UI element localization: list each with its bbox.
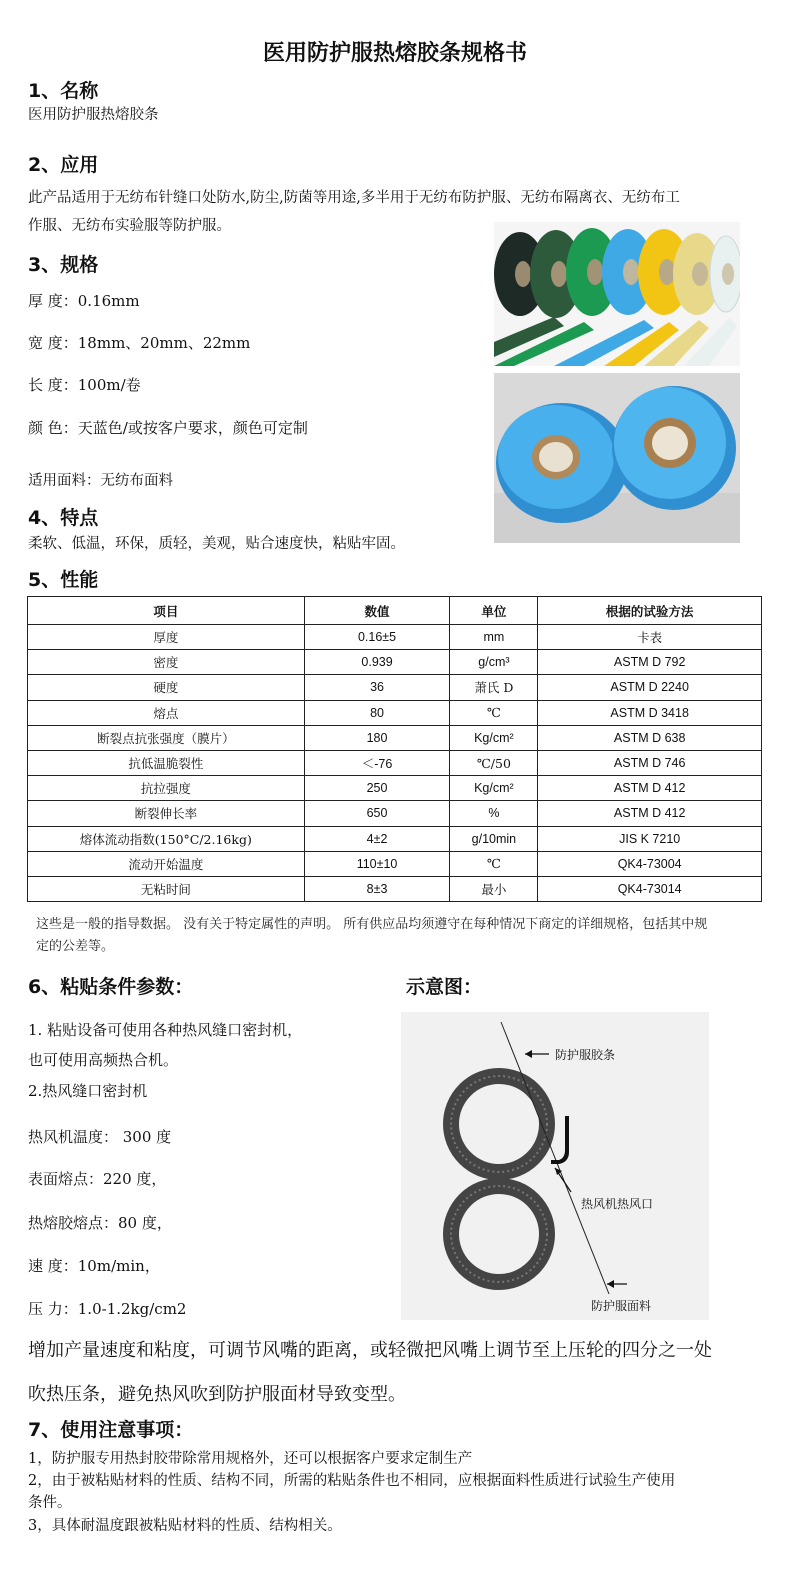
product-name: 医用防护服热熔胶条 <box>28 107 159 123</box>
spec-color: 颜 色：天蓝色/或按客户要求，颜色可定制 <box>28 419 308 437</box>
section-5-heading: 5、性能 <box>28 569 99 591</box>
col-value-header: 数值 <box>304 597 450 625</box>
section-3-heading: 3、规格 <box>28 254 99 276</box>
table-row <box>28 675 762 700</box>
cell-unit: 最小 <box>450 876 538 901</box>
cell-method: 卡表 <box>538 625 762 650</box>
cell-unit: ℃ <box>450 851 538 876</box>
cell-method: ASTM D 412 <box>538 801 762 826</box>
cell-value: ＜-76 <box>304 750 450 775</box>
cell-unit: 萧氏 D <box>450 675 538 700</box>
condition-surface-melt: 表面熔点：220 度， <box>28 1170 167 1188</box>
cell-item: 熔体流动指数(150°C/2.16kg) <box>28 826 305 851</box>
condition-line-1: 1. 粘贴设备可使用各种热风缝口密封机， <box>28 1021 303 1039</box>
page-title: 医用防护服热熔胶条规格书 <box>262 41 527 66</box>
cell-method: ASTM D 412 <box>538 776 762 801</box>
col-method-header: 根据的试验方法 <box>538 597 762 625</box>
cell-value: 80 <box>304 700 450 725</box>
spec-fabric: 适用面料：无纺布面料 <box>28 473 173 489</box>
blue-tape-rolls-photo <box>494 373 740 543</box>
table-note <box>36 914 760 958</box>
sealing-diagram <box>401 1012 709 1320</box>
table-note-line-2: 定的公差等。 <box>36 939 115 954</box>
table-row <box>28 876 762 901</box>
cell-unit: g/10min <box>450 826 538 851</box>
table-row <box>28 625 762 650</box>
cell-method: ASTM D 746 <box>538 750 762 775</box>
cell-unit: mm <box>450 625 538 650</box>
table-header-row <box>28 597 762 625</box>
spec-thickness: 厚 度：0.16mm <box>28 292 140 310</box>
cell-item: 密度 <box>28 650 305 675</box>
section-7-heading: 7、使用注意事项： <box>28 1419 194 1441</box>
diagram-label-nozzle: 热风机热风口 <box>581 1197 654 1211</box>
cell-value: 36 <box>304 675 450 700</box>
cell-value: 250 <box>304 776 450 801</box>
cell-method: QK4-73014 <box>538 876 762 901</box>
cell-method: ASTM D 638 <box>538 725 762 750</box>
diagram-heading: 示意图： <box>406 976 483 998</box>
cell-item: 抗拉强度 <box>28 776 305 801</box>
condition-pressure: 压 力：1.0-1.2kg/cm2 <box>28 1300 187 1318</box>
cell-item: 硬度 <box>28 675 305 700</box>
col-item-header: 项目 <box>28 597 305 625</box>
cell-unit: Kg/cm² <box>450 776 538 801</box>
cell-item: 断裂伸长率 <box>28 801 305 826</box>
application-line-2: 作服、无纺布实验服等防护服。 <box>28 218 231 234</box>
notice-line-3: 条件。 <box>28 1495 72 1511</box>
cell-unit: ℃/50 <box>450 750 538 775</box>
cell-value: 180 <box>304 725 450 750</box>
cell-item: 断裂点抗张强度（膜片） <box>28 725 305 750</box>
application-line-1: 此产品适用于无纺布针缝口处防水,防尘,防菌等用途,多半用于无纺布防护服、无纺布隔离衣、无纺布工 <box>28 190 680 206</box>
table-row <box>28 851 762 876</box>
table-row <box>28 750 762 775</box>
cell-item: 流动开始温度 <box>28 851 305 876</box>
cell-unit: ℃ <box>450 700 538 725</box>
cell-unit: g/cm³ <box>450 650 538 675</box>
table-row <box>28 650 762 675</box>
section-4-heading: 4、特点 <box>28 507 99 529</box>
section-2-heading: 2、应用 <box>28 154 99 176</box>
table-row <box>28 826 762 851</box>
cell-item: 无粘时间 <box>28 876 305 901</box>
diagram-label-tape: 防护服胶条 <box>555 1048 616 1062</box>
cell-value: 650 <box>304 801 450 826</box>
cell-method: ASTM D 3418 <box>538 700 762 725</box>
cell-value: 4±2 <box>304 826 450 851</box>
adjust-line-1: 增加产量速度和粘度，可调节风嘴的距离，或轻微把风嘴上调节至上压轮的四分之一处 <box>28 1340 712 1361</box>
notice-line-4: 3，具体耐温度跟被粘贴材料的性质、结构相关。 <box>28 1518 342 1534</box>
performance-table <box>27 596 762 902</box>
cell-method: JIS K 7210 <box>538 826 762 851</box>
condition-hot-air-temp: 热风机温度： 300 度 <box>28 1128 172 1146</box>
notice-line-2: 2，由于被粘贴材料的性质、结构不同，所需的粘贴条件也不相同，应根据面料性质进行试验生产使用 <box>28 1473 676 1489</box>
spec-width: 宽 度：18mm、20mm、22mm <box>28 334 251 352</box>
section-6-heading: 6、粘贴条件参数： <box>28 976 194 998</box>
cell-method: QK4-73004 <box>538 851 762 876</box>
table-note-line-1: 这些是一般的指导数据。 没有关于特定属性的声明。 所有供应品均须遵守在每种情况下商定的详细规格，包括其中规 <box>36 917 708 932</box>
condition-glue-melt: 热熔胶熔点：80 度， <box>28 1214 172 1232</box>
table-row <box>28 700 762 725</box>
cell-value: 8±3 <box>304 876 450 901</box>
cell-value: 0.939 <box>304 650 450 675</box>
spec-length: 长 度：100m/卷 <box>28 376 141 394</box>
section-1-heading: 1、名称 <box>28 80 99 102</box>
cell-method: ASTM D 792 <box>538 650 762 675</box>
col-unit-header: 单位 <box>450 597 538 625</box>
colored-tape-rolls-photo <box>494 222 740 366</box>
cell-item: 厚度 <box>28 625 305 650</box>
features-text: 柔软、低温，环保，质轻，美观，贴合速度快，粘贴牢固。 <box>28 536 405 552</box>
condition-line-2: 也可使用高频热合机。 <box>28 1051 179 1069</box>
cell-unit: % <box>450 801 538 826</box>
cell-item: 抗低温脆裂性 <box>28 750 305 775</box>
notice-line-1: 1，防护服专用热封胶带除常用规格外，还可以根据客户要求定制生产 <box>28 1451 473 1467</box>
condition-line-3: 2.热风缝口密封机 <box>28 1082 148 1100</box>
cell-value: 0.16±5 <box>304 625 450 650</box>
diagram-label-fabric: 防护服面料 <box>591 1299 652 1313</box>
adjust-line-2: 吹热压条，避免热风吹到防护服面材导致变型。 <box>28 1384 406 1405</box>
condition-speed: 速 度：10m/min， <box>28 1257 160 1275</box>
table-row <box>28 776 762 801</box>
cell-value: 110±10 <box>304 851 450 876</box>
table-row <box>28 801 762 826</box>
cell-method: ASTM D 2240 <box>538 675 762 700</box>
table-row <box>28 725 762 750</box>
cell-unit: Kg/cm² <box>450 725 538 750</box>
cell-item: 熔点 <box>28 700 305 725</box>
